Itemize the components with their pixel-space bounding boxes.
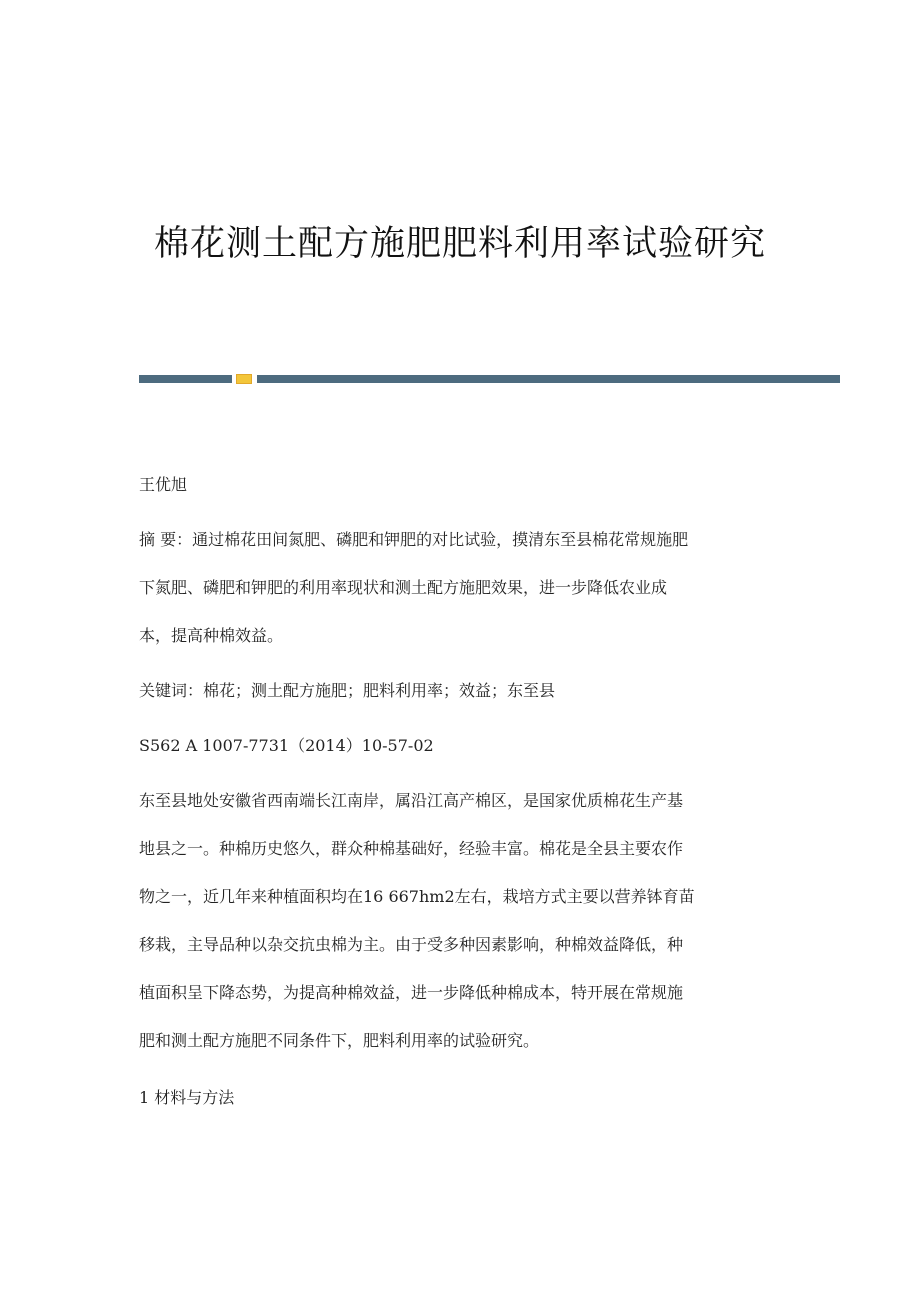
body-line: 植面积呈下降态势，为提高种棉效益，进一步降低种棉成本，特开展在常规施 [139,983,684,1002]
author: 王优旭 [139,475,188,494]
divider-right [257,375,840,383]
divider-left [139,375,232,383]
keywords: 关键词：棉花；测土配方施肥；肥料利用率；效益；东至县 [139,681,556,700]
abstract-line: 摘 要：通过棉花田间氮肥、磷肥和钾肥的对比试验，摸清东至县棉花常规施肥 [139,530,689,549]
body-line: 物之一，近几年来种植面积均在16 667hm2左右，栽培方式主要以营养钵育苗 [139,887,695,906]
classification: S562 A 1007-7731（2014）10-57-02 [139,736,434,755]
body-line: 移栽，主导品种以杂交抗虫棉为主。由于受多种因素影响，种棉效益降低，种 [139,935,684,954]
section-heading: 1 材料与方法 [139,1088,235,1107]
divider-ornament [236,374,252,384]
abstract-line: 本，提高种棉效益。 [139,626,284,645]
document-title: 棉花测土配方施肥肥料利用率试验研究 [153,224,766,264]
abstract-line: 下氮肥、磷肥和钾肥的利用率现状和测土配方施肥效果，进一步降低农业成 [139,578,668,597]
body-line: 地县之一。种棉历史悠久，群众种棉基础好，经验丰富。棉花是全县主要农作 [139,839,684,858]
body-line: 肥和测土配方施肥不同条件下，肥料利用率的试验研究。 [139,1031,540,1050]
body-line: 东至县地处安徽省西南端长江南岸，属沿江高产棉区，是国家优质棉花生产基 [139,791,684,810]
